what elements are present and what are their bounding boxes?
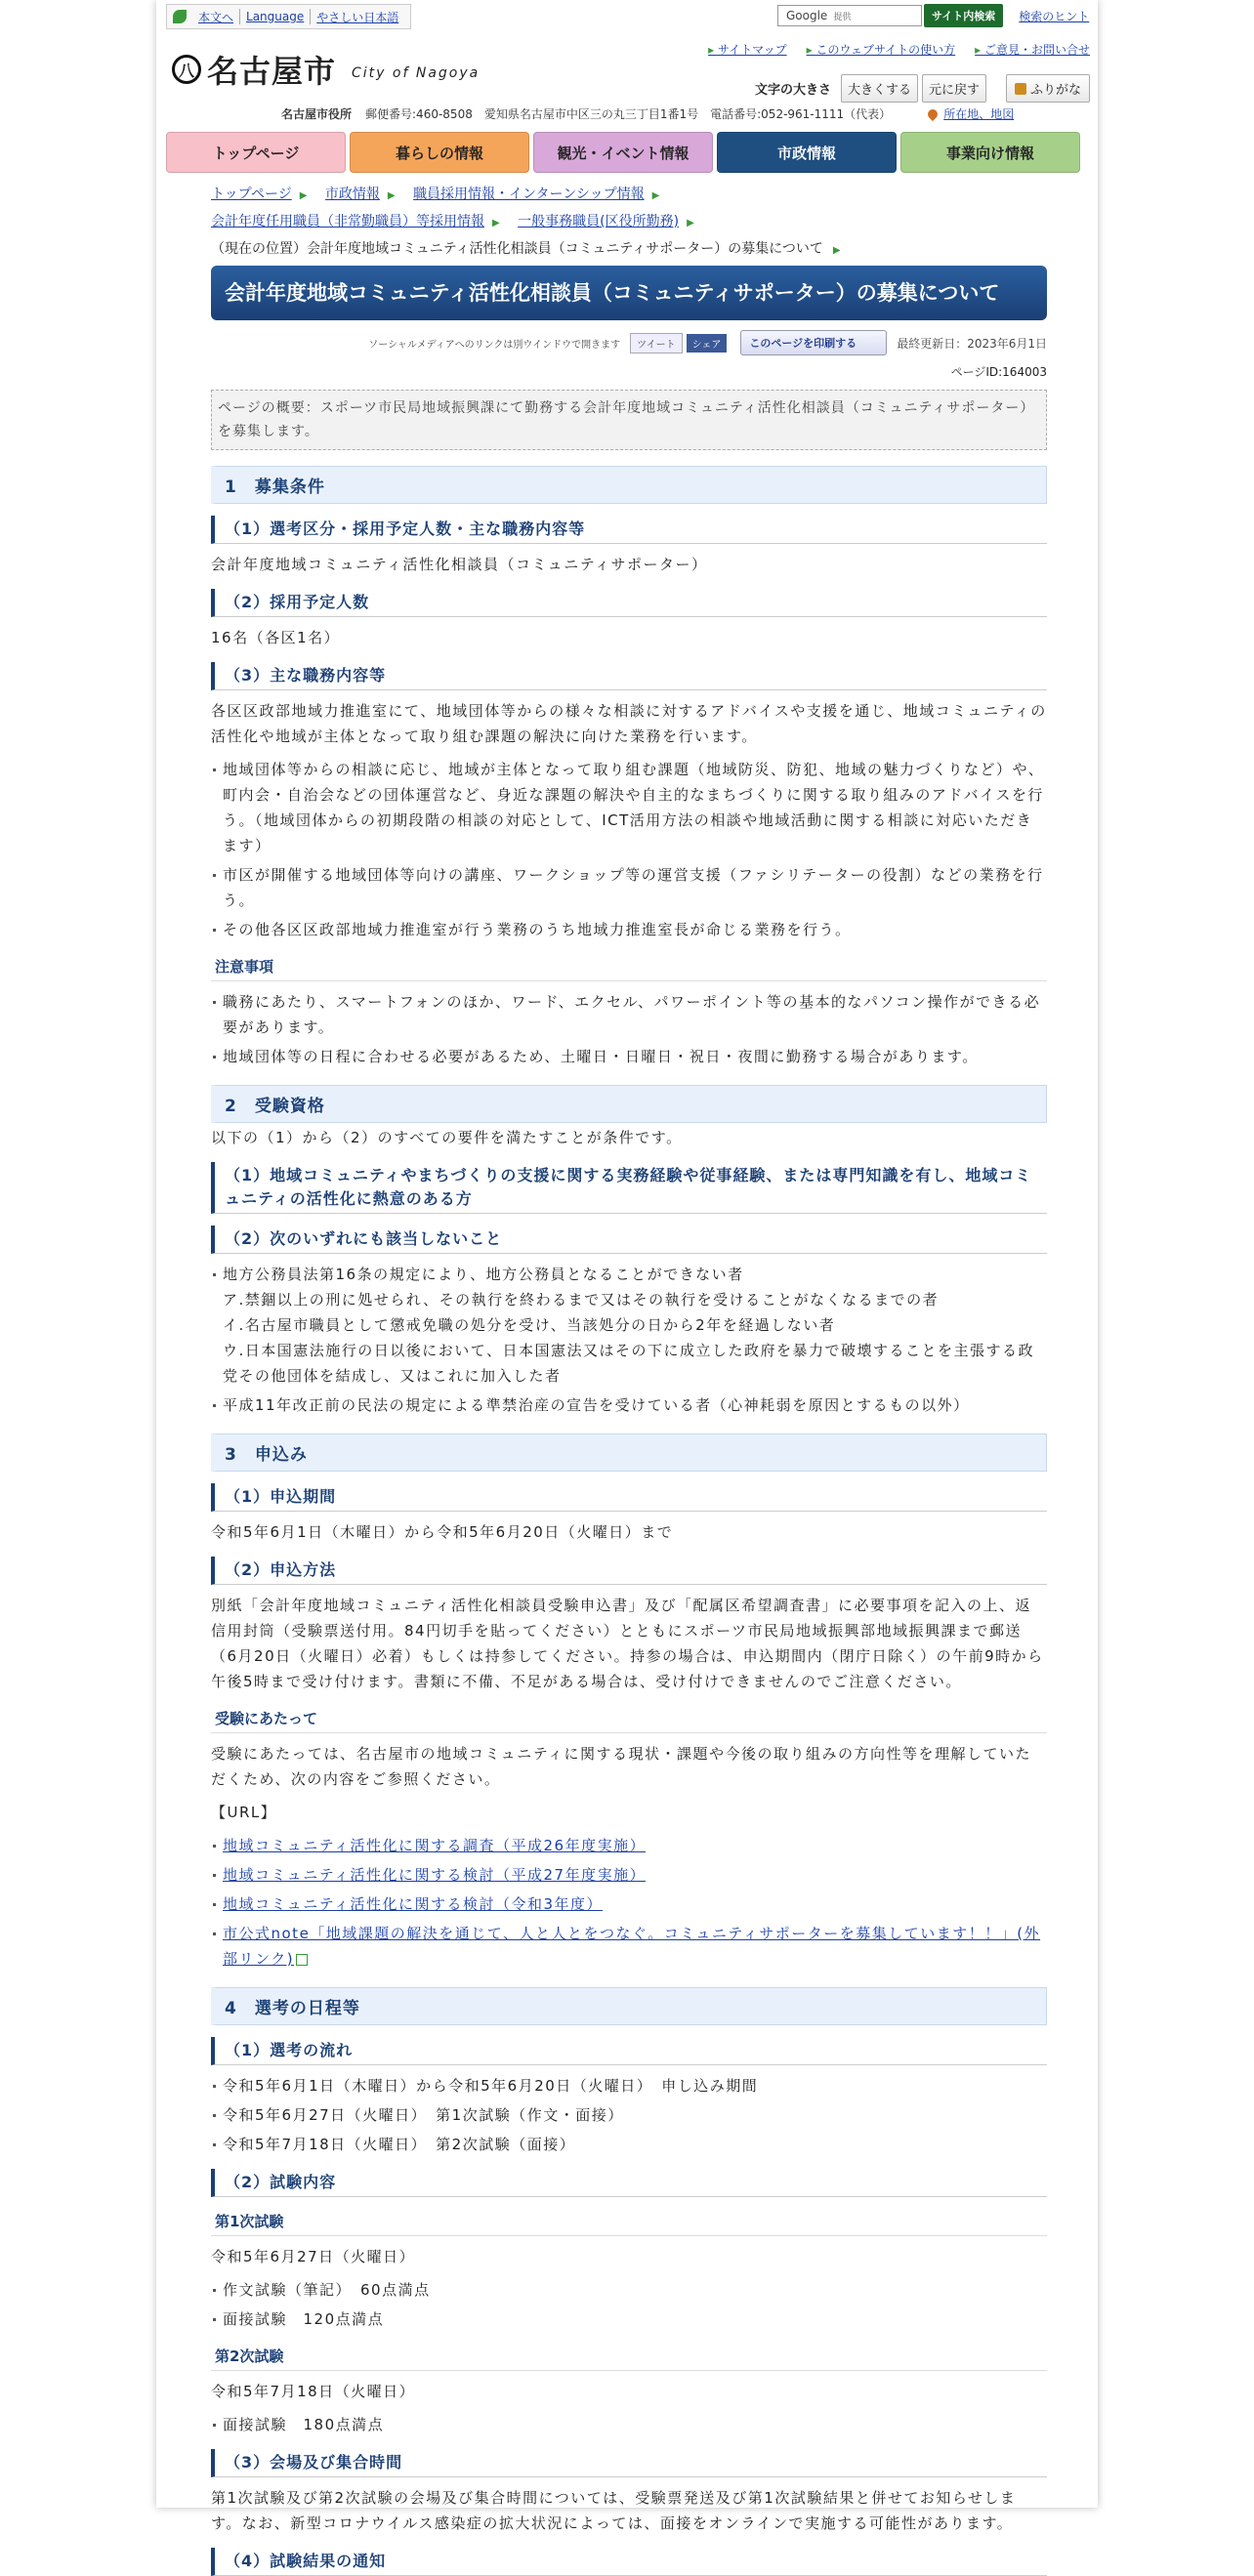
exam2-list (211, 2412, 1047, 2437)
minor-heading: 第2次試験 (211, 2342, 1047, 2371)
reference-links (211, 1833, 1047, 1972)
breadcrumb (211, 182, 1051, 264)
breadcrumb-arrow-icon: ▶ (387, 190, 396, 201)
page-summary: ページの概要：スポーツ市民局地域振興課にて勤務する会計年度地域コミュニティ活性化相談員（コミュニティサポーター）を募集します。 (211, 390, 1047, 450)
language-link[interactable]: Language (246, 10, 305, 23)
reference-link[interactable]: 地域コミュニティ活性化に関する検討（令和3年度） (223, 1895, 604, 1913)
paragraph: 各区区政部地域力推進室にて、地域団体等からの様々な相談に対するアドバイスや支援を通じ、地域コミュニティの活性化や地域が主体となって取り組む課題の解決に向けた業務を行います。 (211, 702, 1047, 745)
list-item: 地域団体等の日程に合わせる必要があるため、土曜日・日曜日・祝日・夜間に勤務する場合があります。 (211, 1044, 1047, 1069)
last-updated: 最終更新日：2023年6月1日 (897, 336, 1047, 351)
breadcrumb-link[interactable]: 職員採用情報・インターンシップ情報 (413, 187, 645, 202)
font-size-reset-button[interactable]: 元に戻す (922, 74, 986, 103)
reference-link[interactable]: 市公式note「地域課題の解決を通じて、人と人とをつなぐ。コミュニティサポーターを募集しています！！」(外部リンク) (223, 1925, 1041, 1968)
logo-japanese: 名古屋市 (207, 53, 337, 90)
social-note: ソーシャルメディアへのリンクは別ウインドウで開きます (368, 339, 621, 351)
list-item: 市区が開催する地域団体等向けの講座、ワークショップ等の運営支援（ファシリテーターの役割）などの業務を行う。 (211, 862, 1047, 913)
font-size-up-button[interactable]: 大きくする (841, 74, 918, 103)
section-heading: 3 申込み (211, 1433, 1047, 1472)
section-heading: 4 選考の日程等 (211, 1987, 1047, 2025)
sitemap-link[interactable]: ▸ サイトマップ (708, 41, 787, 58)
address-text: 愛知県名古屋市中区三の丸三丁目1番1号 (483, 107, 699, 121)
print-button[interactable]: このページを印刷する (740, 330, 887, 355)
section-heading: 1 募集条件 (211, 466, 1047, 504)
paragraph: 令和5年6月1日（木曜日）から令和5年6月20日（火曜日）まで (211, 1523, 674, 1541)
facebook-share-button[interactable]: シェア (687, 334, 728, 353)
sub-item: イ.名古屋市職員として懲戒免職の処分を受け、当該処分の日から2年を経過しない者 (223, 1316, 836, 1334)
subsection-heading: （2）採用予定人数 (211, 589, 1047, 617)
city-hall-address (281, 105, 1025, 122)
subsection-heading: （2）次のいずれにも該当しないこと (211, 1226, 1047, 1254)
paragraph: 会計年度地域コミュニティ活性化相談員（コミュニティサポーター） (211, 556, 708, 573)
map-pin-icon (926, 106, 940, 120)
url-label: 【URL】 (211, 1804, 277, 1821)
notes-list (211, 989, 1047, 1069)
logo-english: City of Nagoya (352, 65, 481, 81)
search-input[interactable] (777, 5, 922, 26)
breadcrumb-arrow-icon: ▶ (687, 218, 694, 229)
disqualification-list (211, 1262, 1047, 1418)
global-nav (166, 132, 1080, 173)
furigana-button[interactable] (1006, 74, 1090, 103)
furigana-icon (1015, 83, 1026, 95)
list-item: 作文試験（筆記） 60点満点 (211, 2277, 1047, 2303)
contact-link[interactable]: ▸ ご意見・お問い合せ (975, 41, 1090, 58)
address-org: 名古屋市役所 (281, 107, 353, 121)
subsection-heading: （2）申込方法 (211, 1557, 1047, 1585)
section-heading: 2 受験資格 (211, 1085, 1047, 1123)
list-item: その他各区区政部地域力推進室が行う業務のうち地域力推進室長が命じる業務を行う。 (211, 917, 1047, 942)
subsection-heading: （2）試験内容 (211, 2169, 1047, 2197)
map-link-wrap (928, 105, 1014, 122)
subsection-heading: （1）申込期間 (211, 1483, 1047, 1512)
paragraph: 令和5年6月27日（火曜日） (211, 2248, 416, 2265)
font-size-label: 文字の大きさ (754, 83, 831, 98)
subsection-heading: （3）主な職務内容等 (211, 662, 1047, 690)
nav-living[interactable]: 暮らしの情報 (350, 132, 529, 173)
list-item: 令和5年7月18日（火曜日） 第2次試験（面接） (211, 2132, 1047, 2157)
reference-link[interactable]: 地域コミュニティ活性化に関する調査（平成26年度実施） (223, 1837, 647, 1854)
list-item (211, 1921, 1047, 1972)
utility-bar (166, 4, 411, 29)
page-title: 会計年度地域コミュニティ活性化相談員（コミュニティサポーター）の募集について (211, 266, 1047, 320)
minor-heading: 注意事項 (211, 952, 1047, 981)
paragraph: 受験にあたっては、名古屋市の地域コミュニティに関する現状・課題や今後の取り組みの方向性等を理解していただくため、次の内容をご参照ください。 (211, 1745, 1032, 1788)
main-content (211, 266, 1047, 2576)
list-item: 地域団体等からの相談に応じ、地域が主体となって取り組む課題（地域防災、防犯、地域の魅力づくりなど）や、町内会・自治会などの団体運営など、身近な課題の解決や自主的なまちづくりに関する取り組みのアドバイスを行う。（地域団体からの初期段階の相談の対応として、ICT活用方法の相談や地域活動に関する相談に対応いただきます） (211, 757, 1047, 858)
subsection-heading: （1）地域コミュニティやまちづくりの支援に関する実務経験や従事経験、または専門知識を有し、地域コミュニティの活性化に熱意のある方 (211, 1162, 1047, 1214)
reference-link[interactable]: 地域コミュニティ活性化に関する検討（平成27年度実施） (223, 1866, 647, 1884)
skip-to-content-link[interactable]: 本文へ (198, 10, 234, 24)
subsection-heading: （3）会場及び集合時間 (211, 2449, 1047, 2477)
subsection-heading: （1）選考区分・採用予定人数・主な職務内容等 (211, 516, 1047, 544)
breadcrumb-current: （現在の位置）会計年度地域コミュニティ活性化相談員（コミュニティサポーター）の募集について (211, 241, 823, 257)
breadcrumb-link[interactable]: 市政情報 (324, 187, 380, 202)
list-item (211, 1262, 1047, 1389)
breadcrumb-arrow-icon: ▶ (492, 218, 500, 229)
sub-item: ア.禁錮以上の刑に処せられ、その執行を終わるまで又はその執行を受けることがなくなるまでの者 (223, 1291, 940, 1309)
minor-heading: 第1次試験 (211, 2207, 1047, 2236)
external-link-icon (296, 1954, 308, 1966)
list-item (211, 1891, 1047, 1917)
font-size-controls (755, 74, 1090, 103)
page-id: ページID:164003 (950, 365, 1047, 379)
furigana-label: ふりがな (1029, 83, 1081, 98)
list-item (211, 1862, 1047, 1888)
list-item-text: 地方公務員法第16条の規定により、地方公務員となることができない者 (223, 1266, 744, 1283)
divider (239, 9, 240, 24)
city-emblem-icon: 八 (172, 55, 201, 84)
leaf-icon (173, 10, 187, 23)
map-link[interactable]: 所在地、地図 (943, 107, 1015, 121)
paragraph: 令和5年7月18日（火曜日） (211, 2383, 416, 2400)
breadcrumb-link[interactable]: 会計年度任用職員（非常勤職員）等採用情報 (211, 214, 484, 229)
search-button[interactable]: サイト内検索 (924, 4, 1003, 27)
breadcrumb-link[interactable]: 一般事務職員(区役所勤務) (518, 214, 680, 229)
social-bar (211, 330, 1047, 355)
duties-list (211, 757, 1047, 942)
list-item: 平成11年改正前の民法の規定による準禁治産の宣告を受けている者（心神耗弱を原因とするもの以外） (211, 1392, 1047, 1418)
nav-city-admin[interactable]: 市政情報 (717, 132, 897, 173)
tweet-button[interactable]: ツイート (630, 333, 683, 353)
address-tel: 電話番号:052-961-1111（代表） (710, 107, 892, 121)
list-item: 職務にあたり、スマートフォンのほか、ワード、エクセル、パワーポイント等の基本的なパソコン操作ができる必要があります。 (211, 989, 1047, 1040)
divider (310, 9, 311, 24)
site-logo[interactable] (172, 47, 480, 92)
nav-business[interactable]: 事業向け情報 (900, 132, 1080, 173)
site-search (777, 4, 1089, 27)
paragraph: 16名（各区1名） (211, 629, 341, 646)
how-to-use-link[interactable]: ▸ このウェブサイトの使い方 (807, 41, 956, 58)
easy-japanese-link[interactable]: やさしい日本語 (316, 10, 399, 24)
exam1-list (211, 2277, 1047, 2332)
breadcrumb-arrow-icon: ▶ (832, 245, 841, 256)
list-item: 面接試験 180点満点 (211, 2412, 1047, 2437)
subsection-heading: （4）試験結果の通知 (211, 2548, 1047, 2576)
search-provider: 提供 (833, 12, 852, 22)
breadcrumb-arrow-icon: ▶ (299, 190, 308, 201)
subsection-heading: （1）選考の流れ (211, 2037, 1047, 2065)
header-sublinks (689, 41, 1090, 58)
address-zip: 郵便番号:460-8508 (365, 107, 473, 121)
list-item: 令和5年6月1日（木曜日）から令和5年6月20日（火曜日） 申し込み期間 (211, 2073, 1047, 2098)
breadcrumb-link[interactable]: トップページ (211, 187, 292, 202)
list-item (211, 1833, 1047, 1858)
sub-item: ウ.日本国憲法施行の日以後において、日本国憲法又はその下に成立した政府を暴力で破壊することを主張する政党その他団体を結成し、又はこれに加入した者 (223, 1342, 1034, 1385)
schedule-list (211, 2073, 1047, 2157)
breadcrumb-arrow-icon: ▶ (651, 190, 660, 201)
nav-top[interactable]: トップページ (166, 132, 346, 173)
minor-heading: 受験にあたって (211, 1704, 1047, 1733)
paragraph: 第1次試験及び第2次試験の会場及び集合時間については、受験票発送及び第1次試験結果と併せてお知らせします。なお、新型コロナウイルス感染症の拡大状況によっては、面接をオンラインで実施する可能性があります。 (211, 2489, 1017, 2532)
nav-tourism[interactable]: 観光・イベント情報 (533, 132, 713, 173)
paragraph: 別紙「会計年度地域コミュニティ活性化相談員受験申込書」及び「配属区希望調査書」に必要事項を記入の上、返信用封筒（受験票送付用。84円切手を貼ってください）とともにスポーツ市民局地域振興部地域振興課まで郵送（6月20日（火曜日）必着）もしくは持参してください。持参の場合は、申込期間内（閉庁日除く）の午前9時から午後5時まで受け付けます。書類に不備、不足がある場合は、受け付けできませんのでご注意ください。 (211, 1597, 1044, 1690)
list-item: 面接試験 120点満点 (211, 2306, 1047, 2332)
paragraph: 以下の（1）から（2）のすべての要件を満たすことが条件です。 (211, 1129, 683, 1146)
search-hint-link[interactable]: 検索のヒント (1019, 9, 1090, 23)
search-placeholder: Google (786, 9, 828, 22)
list-item: 令和5年6月27日（火曜日） 第1次試験（作文・面接） (211, 2102, 1047, 2128)
